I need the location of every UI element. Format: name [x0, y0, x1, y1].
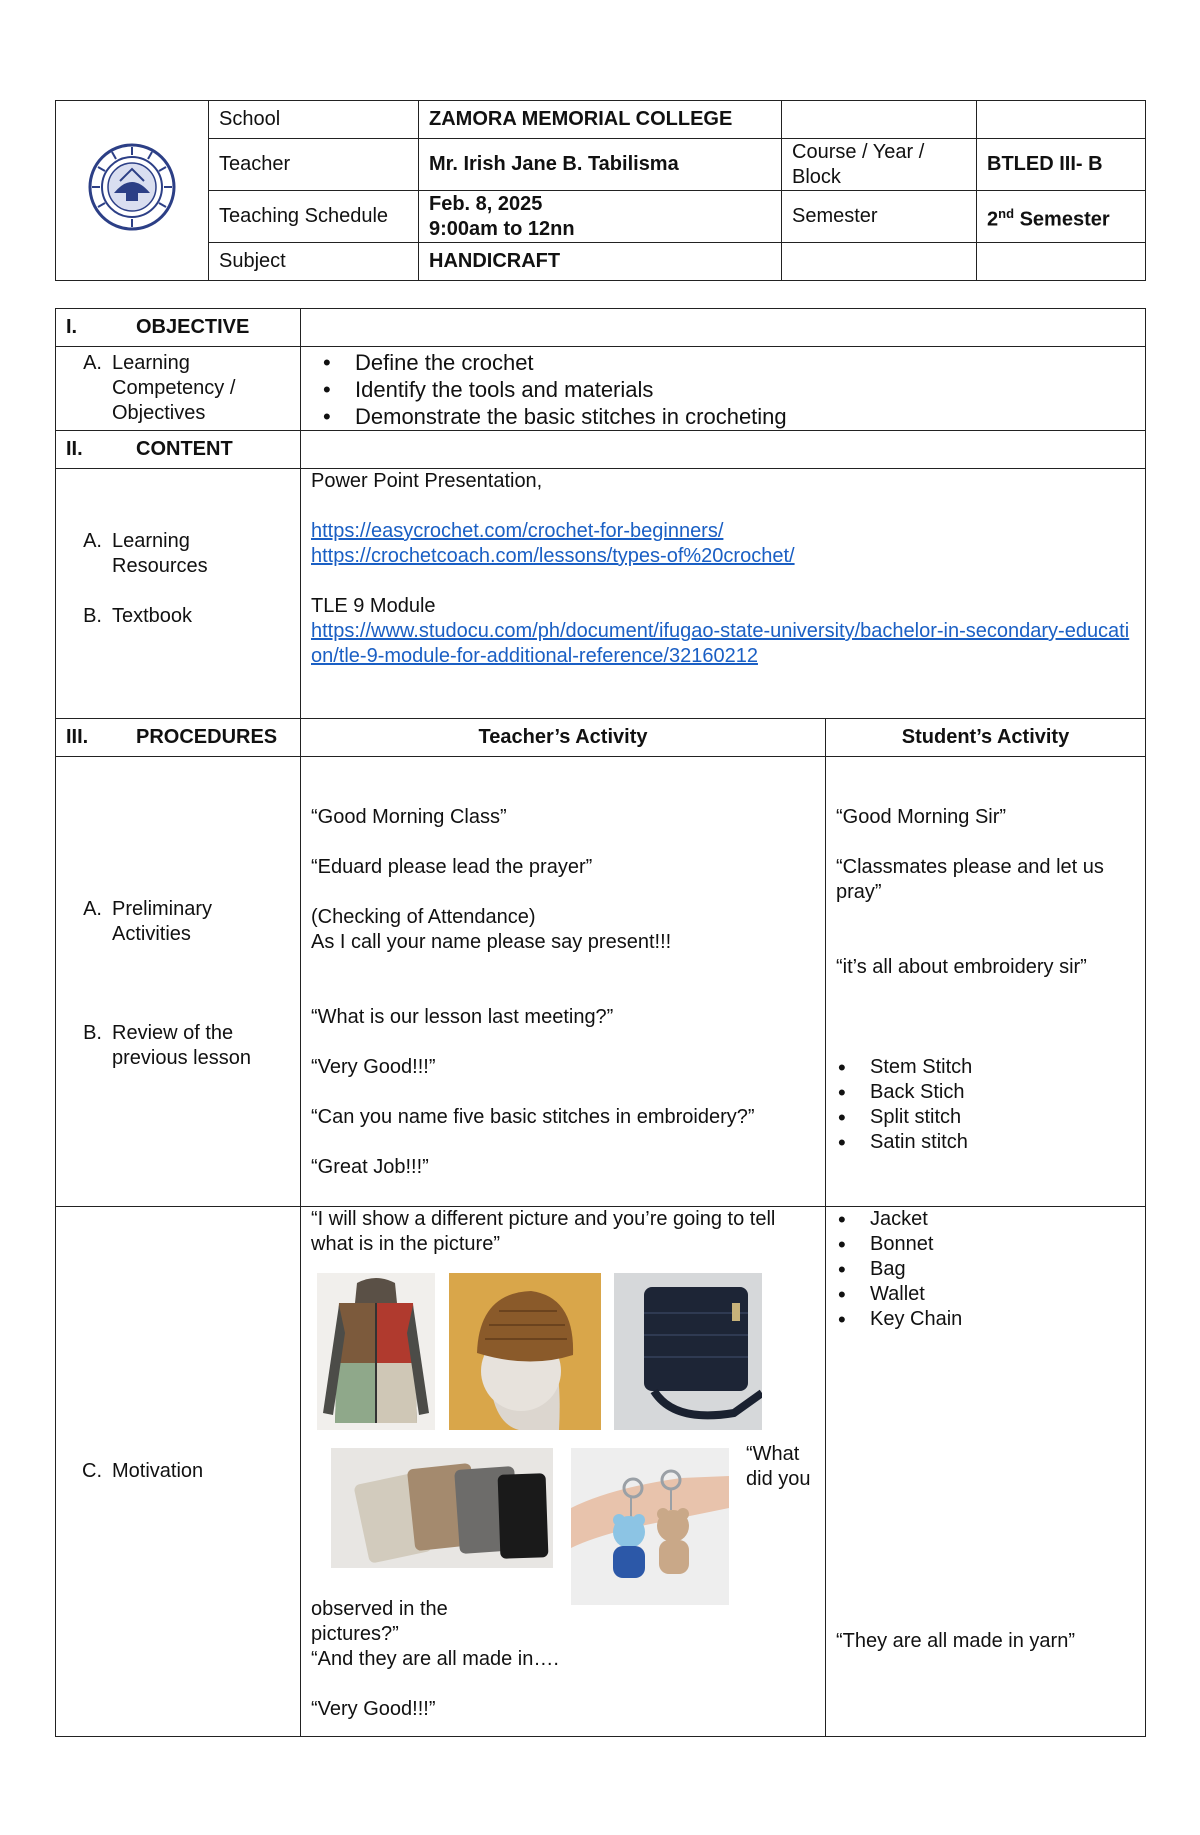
teacher-activity-header: Teacher’s Activity	[301, 719, 826, 757]
motivation-question-part2: observed in the pictures?”	[311, 1598, 448, 1645]
content-label-cell	[56, 469, 301, 719]
teacher-value: Mr. Irish Jane B. Tabilisma	[419, 139, 782, 191]
empty-cell	[301, 309, 1146, 347]
objective-item: • Identify the tools and materials	[355, 376, 1135, 403]
empty-cell	[977, 101, 1146, 139]
semester-number: 2	[987, 208, 999, 231]
empty-cell	[977, 243, 1146, 281]
motivation-label: Motivation	[112, 1460, 204, 1482]
resource-link[interactable]: https://easycrochet.com/crochet-for-beginners/	[311, 520, 724, 542]
school-value: ZAMORA MEMORIAL COLLEGE	[419, 101, 782, 139]
content-roman: II.	[66, 438, 83, 460]
empty-cell	[301, 431, 1146, 469]
textbook-label: Textbook	[112, 605, 193, 627]
objective-letter: A.	[83, 352, 102, 374]
objective-label-cell	[56, 347, 301, 431]
school-label: School	[209, 101, 419, 139]
motivation-prompt: “And they are all made in….	[311, 1648, 559, 1670]
prelim-letter: A.	[83, 898, 102, 920]
schedule-time: 9:00am to 12nn	[429, 217, 575, 240]
bonnet-picture	[449, 1273, 601, 1430]
objective-title: OBJECTIVE	[136, 316, 250, 338]
student-motivation-answer: “They are all made in yarn”	[836, 1630, 1075, 1652]
teacher-line: “Great Job!!!”	[311, 1156, 429, 1178]
objective-sub-label: Learning Competency / Objectives	[112, 352, 236, 424]
teacher-line: “Good Morning Class”	[311, 806, 507, 828]
semester-word: Semester	[1014, 208, 1110, 231]
header-table	[55, 100, 1146, 281]
answer-item: • Bag	[870, 1257, 1135, 1282]
review-label: Review of the previous lesson	[112, 1022, 251, 1069]
stitch-item: • Stem Stitch	[870, 1055, 1135, 1080]
teacher-line: As I call your name please say present!!!	[311, 931, 672, 953]
student-prelim-cell	[826, 757, 1146, 1207]
procedures-title: PROCEDURES	[136, 726, 278, 748]
schedule-date: Feb. 8, 2025	[429, 192, 543, 215]
student-line: “Good Morning Sir”	[836, 806, 1007, 828]
resource-link[interactable]: https://crochetcoach.com/lessons/types-of%20crochet/	[311, 545, 795, 567]
prelim-label-cell	[56, 757, 301, 1207]
stitch-item: • Split stitch	[870, 1105, 1135, 1130]
prelim-label: Preliminary Activities	[112, 898, 213, 945]
school-seal-logo	[86, 141, 178, 233]
teacher-line: “Eduard please lead the prayer”	[311, 856, 593, 878]
teacher-line: “What is our lesson last meeting?”	[311, 1006, 614, 1028]
resources-label: Learning Resources	[112, 530, 208, 577]
resources-letter: A.	[83, 530, 102, 552]
keychain-picture	[571, 1448, 729, 1605]
schedule-value	[419, 191, 782, 243]
stitch-item: • Satin stitch	[870, 1130, 1135, 1155]
schedule-label: Teaching Schedule	[209, 191, 419, 243]
objective-item: • Demonstrate the basic stitches in crocheting	[355, 403, 1135, 430]
objective-item: • Define the crochet	[355, 349, 1135, 376]
subject-label: Subject	[209, 243, 419, 281]
subject-value: HANDICRAFT	[419, 243, 782, 281]
resource-title: Power Point Presentation,	[311, 470, 543, 492]
content-heading	[56, 431, 301, 469]
answer-item: • Bonnet	[870, 1232, 1135, 1257]
teacher-prelim-cell	[301, 757, 826, 1207]
objective-heading	[56, 309, 301, 347]
empty-cell	[782, 243, 977, 281]
motivation-question-part1: “What did you	[746, 1443, 811, 1490]
teacher-line: “Can you name five basic stitches in embroidery?”	[311, 1106, 755, 1128]
objective-list-cell	[301, 347, 1146, 431]
objective-roman: I.	[66, 316, 78, 338]
jacket-picture	[317, 1273, 435, 1430]
wallets-picture	[331, 1448, 553, 1568]
empty-cell	[782, 101, 977, 139]
motivation-label-cell	[56, 1207, 301, 1737]
course-value: BTLED III- B	[977, 139, 1146, 191]
student-line: “it’s all about embroidery sir”	[836, 956, 1087, 978]
textbook-link[interactable]: https://www.studocu.com/ph/document/ifugao-state-university/bachelor-in-secondary-education/tle-9-module-for-additional-reference/32160212	[311, 620, 1130, 667]
motivation-intro: “I will show a different picture and you’re going to tell what is in the picture”	[311, 1208, 776, 1255]
answer-item: • Wallet	[870, 1282, 1135, 1307]
review-letter: B.	[83, 1022, 102, 1044]
logo-cell	[56, 101, 209, 281]
student-activity-header: Student’s Activity	[826, 719, 1146, 757]
procedures-roman: III.	[66, 726, 89, 748]
course-label: Course / Year / Block	[782, 139, 977, 191]
stitch-item: • Back Stich	[870, 1080, 1135, 1105]
student-motivation-cell	[826, 1207, 1146, 1737]
semester-value	[977, 191, 1146, 243]
textbook-title: TLE 9 Module	[311, 595, 436, 617]
motivation-praise: “Very Good!!!”	[311, 1698, 436, 1720]
teacher-line: “Very Good!!!”	[311, 1056, 436, 1078]
procedures-heading	[56, 719, 301, 757]
answer-item: • Key Chain	[870, 1307, 1135, 1332]
semester-suffix: nd	[998, 205, 1015, 221]
student-line: “Classmates please and let us pray”	[836, 856, 1104, 903]
teacher-line: (Checking of Attendance)	[311, 906, 536, 928]
answer-item: • Jacket	[870, 1207, 1135, 1232]
bag-picture	[614, 1273, 762, 1430]
content-title: CONTENT	[136, 438, 233, 460]
semester-label: Semester	[782, 191, 977, 243]
content-resources-cell	[301, 469, 1146, 719]
motivation-letter: C.	[82, 1460, 102, 1482]
teacher-label: Teacher	[209, 139, 419, 191]
textbook-letter: B.	[83, 605, 102, 627]
